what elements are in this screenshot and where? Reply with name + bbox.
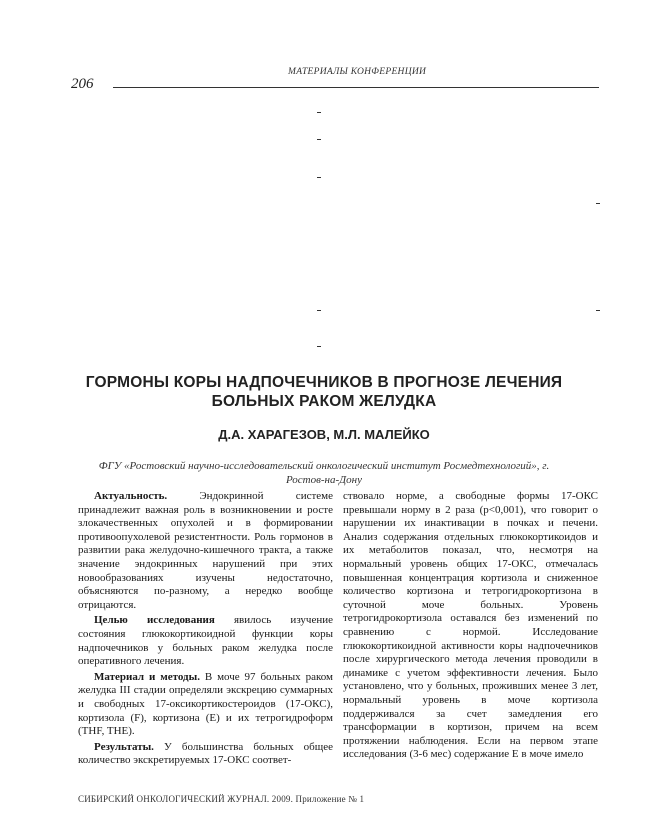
artifact-dash (317, 346, 321, 347)
label-relevance: Актуальность. (94, 490, 168, 502)
label-aim: Целью исследования (94, 614, 215, 627)
article-authors: Д.А. ХАРАГЕЗОВ, М.Л. МАЛЕЙКО (218, 427, 430, 442)
paragraph-methods (78, 671, 333, 739)
paragraph-aim (78, 614, 333, 668)
page-number: 206 (71, 76, 94, 92)
left-column (78, 490, 333, 770)
article-title: ГОРМОНЫ КОРЫ НАДПОЧЕЧНИКОВ В ПРОГНОЗЕ ЛЕЧЕНИЯ БОЛЬНЫХ РАКОМ ЖЕЛУДКА (85, 374, 563, 410)
paragraph-results (78, 741, 333, 768)
artifact-dash (596, 310, 600, 311)
text-results: У большинства больных общее количество экскретируемых 17-ОКС соответ- (78, 740, 333, 767)
text-aim: явилось изучение состояния глюкокортикоидной функции коры надпочечников у больных раком желудка после оперативного лечения. (78, 614, 333, 668)
artifact-dash (596, 203, 600, 204)
text-methods: В моче 97 больных раком желудка III стадии определяли экскрецию суммарных и свободных 17-оксикортикостероидов (17-ОКС), кортизола (F), кортизона (E) и их тетрогидроформ (THF, THE). (78, 670, 333, 738)
label-results: Результаты. (94, 740, 154, 753)
header-rule (113, 87, 599, 88)
artifact-dash (317, 310, 321, 311)
paragraph-relevance (78, 490, 333, 612)
artifact-dash (317, 112, 321, 113)
artifact-dash (317, 139, 321, 140)
paragraph-results-continued: ствовало норме, а свободные формы 17-ОКС превышали норму в 2 раза (p<0,001), что говорит о нарушении их инактивации в почках и печени. Анализ содержания отдельных глюкокортикоидов и их метаболитов показал, что, несмотря на нормальный уровень общих 17-ОКС, отмечалась повышенная концентрация кортизола и сниженное количество кортизона и тетрогидрокортизона в суточной моче больных. Уровень тетрогидрокортизола оставался без изменений по сравнению с нормой. Исследование глюкокортикоидной активности коры надпочечников после хирургического метода лечения проводили в динамике с учетом эффективности лечения. Было установлено, что у больных, проживших менее 3 лет, нормальный уровень в моче кортизола поддерживался за счет замедления его трансформации в кортизон, причем на всем протяжении наблюдения. Если на первом этапе исследования (3-6 мес) содержание Е в моче имело (343, 490, 598, 761)
artifact-dash (317, 177, 321, 178)
journal-footer: СИБИРСКИЙ ОНКОЛОГИЧЕСКИЙ ЖУРНАЛ. 2009. Приложение № 1 (78, 794, 365, 804)
article-affiliation: ФГУ «Ростовский научно-исследовательский онкологический институт Росмедтехнологий», г. Ростов-на-Дону (98, 460, 550, 486)
right-column (343, 490, 598, 764)
text-relevance: Эндокринной системе принадлежит важная роль в возникновении и росте злокачественных опухолей и в формировании противоопухолевой резистентности. Роль гормонов в развитии рака желудочно-кишечного тракта, а также значение эндокринных нарушений при этих новообразованиях изучены недостаточно, объясняются по-разному, а нередко вообще отрицаются. (78, 490, 333, 611)
label-methods: Материал и методы. (94, 670, 200, 683)
running-header: МАТЕРИАЛЫ КОНФЕРЕНЦИИ (288, 67, 427, 77)
